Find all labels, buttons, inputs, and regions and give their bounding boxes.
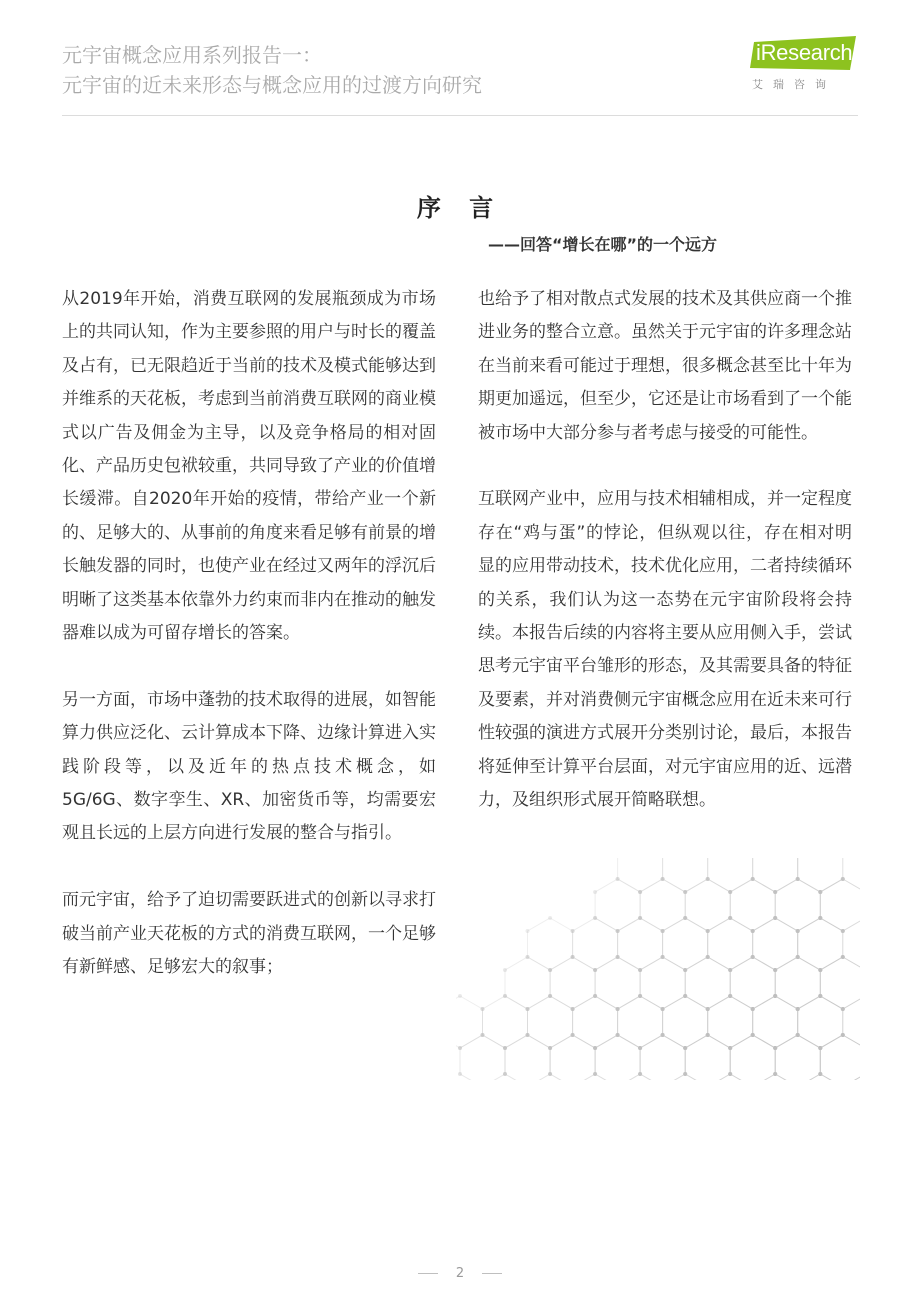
hexagon-cell: [640, 1035, 685, 1080]
page-number: [0, 1266, 920, 1281]
hexagon-node: [458, 1046, 462, 1050]
hexagon-cell: [708, 858, 753, 892]
hexagon-cell: [550, 957, 595, 1009]
report-title-line-2: 元宇宙的近未来形态与概念应用的过渡方向研究: [62, 73, 482, 97]
hexagon-node: [593, 968, 597, 972]
hexagon-node: [773, 916, 777, 920]
hexagon-cell: [708, 918, 753, 970]
hexagon-node: [751, 877, 755, 881]
iresearch-logo: [748, 36, 860, 92]
logo-i-letter: i: [756, 40, 761, 65]
report-title-line-1: 元宇宙概念应用系列报告一：: [62, 43, 322, 67]
hexagon-cell: [775, 1035, 820, 1080]
hexagon-cell: [685, 957, 730, 1009]
hexagon-cell: [640, 957, 685, 1009]
hexagon-node: [571, 1007, 575, 1011]
hexagon-node: [548, 968, 552, 972]
hexagon-node: [751, 1033, 755, 1037]
hexagon-node: [616, 1033, 620, 1037]
logo-wordmark: Research: [760, 40, 853, 65]
hexagon-cell: [663, 996, 708, 1048]
hexagon-node: [593, 916, 597, 920]
hexagon-node: [526, 1007, 530, 1011]
hexagon-cell: [573, 918, 618, 970]
paragraph: 从2019年开始，消费互联网的发展瓶颈成为市场上的共同认知，作为主要参照的用户与时长的覆盖及占有，已无限趋近于当前的技术及模式能够达到并维系的天花板，考虑到当前消费互联网的商业模式以广告及佣金为主导，以及竞争格局的相对固化、产品历史包袱较重，共同导致了产业的价值增长缓滞。自2020年开始的疫情，带给产业一个新的、足够大的、从事前的角度来看足够有前景的增长触发器的同时，也使产业在经过又两年的浮沉后明晰了这类基本依靠外力约束而非内在推动的触发器难以成为可留存增长的答案。: [62, 289, 436, 644]
hexagon-node: [706, 955, 710, 959]
hexagon-node: [751, 955, 755, 959]
left-text-column: [62, 283, 436, 1018]
page-number-value: 2: [455, 1266, 465, 1281]
hexagon-cell: [730, 1035, 775, 1080]
hexagon-node: [728, 1072, 732, 1076]
hexagon-node: [818, 968, 822, 972]
hexagon-cell: [820, 879, 860, 931]
hexagon-node: [728, 968, 732, 972]
hexagon-node: [751, 929, 755, 933]
hexagon-cell: [798, 918, 843, 970]
hexagon-node: [728, 890, 732, 894]
hexagon-node: [571, 1033, 575, 1037]
paragraph: 另一方面，市场中蓬勃的技术取得的进展，如智能算力供应泛化、云计算成本下降、边缘计算进入实践阶段等，以及近年的热点技术概念，如5G/6G、数字孪生、XR、加密货币等，均需要宏观且长远的上层方向进行发展的整合与指引。: [62, 689, 436, 844]
hexagon-node: [503, 1072, 507, 1076]
hexagon-node: [706, 877, 710, 881]
paragraph: 也给予了相对散点式发展的技术及其供应商一个推进业务的整合立意。虽然关于元宇宙的许多理念站在当前来看可能过于理想，很多概念甚至比十年为期更加遥远，但至少，它还是让市场看到了一个能被市场中大部分参与者考虑与接受的可能性。: [478, 289, 852, 443]
hexagon-cell: [595, 957, 640, 1009]
hexagon-node: [548, 1072, 552, 1076]
hexagon-node: [706, 1007, 710, 1011]
hexagon-node: [683, 994, 687, 998]
paragraph: 互联网产业中，应用与技术相辅相成，并一定程度存在“鸡与蛋”的悖论，但纵观以往，存在相对明显的应用带动技术，技术优化应用，二者持续循环的关系，我们认为这一态势在元宇宙阶段将会持续。本报告后续的内容将主要从应用侧入手，尝试思考元宇宙平台雏形的形态，及其需要具备的特征及要素，并对消费侧元宇宙概念应用在近未来可行性较强的演进方式展开分类别讨论，最后，本报告将延伸至计算平台层面，对元宇宙应用的近、远潜力，及组织形式展开简略联想。: [478, 489, 852, 811]
hexagon-cell: [798, 996, 843, 1048]
hexagon-node: [841, 1033, 845, 1037]
hexagon-cell: [663, 918, 708, 970]
hexagon-node: [661, 1007, 665, 1011]
paragraph: 而元宇宙，给予了迫切需要跃进式的创新以寻求打破当前产业天花板的方式的消费互联网，一个足够有新鲜感、足够宏大的叙事；: [62, 890, 436, 978]
hexagon-cell: [708, 996, 753, 1048]
hexagon-cell: [730, 957, 775, 1009]
preface-subtitle: ——回答“增长在哪”的一个远方: [488, 235, 718, 254]
hexagon-node: [841, 955, 845, 959]
hexagon-node: [661, 955, 665, 959]
hexagon-cell: [753, 918, 798, 970]
hexagon-node: [796, 877, 800, 881]
hexagon-cell: [456, 996, 483, 1048]
hexagon-cell: [775, 879, 820, 931]
hexagon-node: [638, 1072, 642, 1076]
page-number-dash-right: [482, 1273, 502, 1274]
hexagon-node: [796, 1033, 800, 1037]
hexagon-node: [683, 968, 687, 972]
hexagon-cell: [685, 1035, 730, 1080]
hexagon-cell: [618, 918, 663, 970]
hexagon-cell: [640, 879, 685, 931]
hexagon-cell: [798, 858, 843, 892]
hexagon-node: [548, 916, 552, 920]
hexagon-cell: [595, 879, 640, 931]
hexagon-node: [481, 1033, 485, 1037]
report-series-title: [62, 40, 482, 100]
hexagon-node: [616, 929, 620, 933]
hexagon-cell: [618, 996, 663, 1048]
hexagon-node: [773, 968, 777, 972]
hexagon-node: [616, 1007, 620, 1011]
hexagon-node: [661, 1033, 665, 1037]
hexagon-node: [841, 877, 845, 881]
hexagon-node: [661, 929, 665, 933]
hexagon-node: [818, 994, 822, 998]
hexagon-cell: [505, 957, 550, 1009]
hexagon-node: [526, 1033, 530, 1037]
hexagon-node: [751, 1007, 755, 1011]
hexagon-cell: [618, 858, 663, 892]
hexagon-network-decoration: [456, 858, 860, 1080]
hexagon-node: [638, 916, 642, 920]
hexagon-cell: [528, 996, 573, 1048]
hexagon-node: [706, 929, 710, 933]
hexagon-node: [683, 1046, 687, 1050]
hexagon-cell: [505, 1035, 550, 1080]
hexagon-node: [638, 968, 642, 972]
hexagon-node: [773, 994, 777, 998]
hexagon-node: [571, 929, 575, 933]
hexagon-node: [526, 929, 530, 933]
hexagon-cell: [550, 1035, 595, 1080]
hexagon-node: [638, 890, 642, 894]
hexagon-node: [458, 994, 462, 998]
hexagon-node: [818, 1072, 822, 1076]
hexagon-node: [661, 877, 665, 881]
hexagon-node: [728, 916, 732, 920]
hexagon-node: [638, 1046, 642, 1050]
hexagon-node: [548, 994, 552, 998]
hexagon-node: [841, 1007, 845, 1011]
hexagon-node: [616, 955, 620, 959]
right-text-column: [478, 283, 852, 851]
hexagon-cell: [753, 858, 798, 892]
hexagon-node: [683, 890, 687, 894]
logo-subtitle: 艾瑞咨询: [752, 78, 836, 91]
hexagon-cell: [685, 879, 730, 931]
hexagon-node: [526, 955, 530, 959]
hexagon-node: [706, 1033, 710, 1037]
hexagon-node: [458, 1072, 462, 1076]
hexagon-cell: [820, 1035, 860, 1080]
hexagon-node: [773, 1072, 777, 1076]
hexagon-cell: [730, 879, 775, 931]
hexagon-node: [548, 1046, 552, 1050]
hexagon-node: [773, 890, 777, 894]
hexagon-node: [571, 955, 575, 959]
hexagon-node: [593, 994, 597, 998]
hexagon-cell: [460, 1035, 505, 1080]
hexagon-node: [796, 1007, 800, 1011]
hexagon-cell: [573, 996, 618, 1048]
hexagon-node: [796, 929, 800, 933]
hexagon-node: [728, 1046, 732, 1050]
hexagon-node: [841, 929, 845, 933]
hexagon-node: [796, 955, 800, 959]
hexagon-node: [818, 916, 822, 920]
page-number-dash-left: [418, 1273, 438, 1274]
hexagon-cell: [595, 1035, 640, 1080]
hexagon-cell: [528, 918, 573, 970]
hexagon-node: [593, 1072, 597, 1076]
hexagon-node: [481, 1007, 485, 1011]
hexagon-node: [616, 877, 620, 881]
hexagon-cell: [775, 957, 820, 1009]
hexagon-cell: [820, 957, 860, 1009]
hexagon-node: [593, 1046, 597, 1050]
hexagon-node: [728, 994, 732, 998]
hexagon-node: [773, 1046, 777, 1050]
hexagon-node: [503, 1046, 507, 1050]
hexagon-cell: [753, 996, 798, 1048]
hexagon-node: [683, 916, 687, 920]
hexagon-node: [593, 890, 597, 894]
hexagon-node: [503, 968, 507, 972]
hexagon-node: [818, 1046, 822, 1050]
hexagon-cell: [663, 858, 708, 892]
hexagon-node: [683, 1072, 687, 1076]
hexagon-node: [638, 994, 642, 998]
hexagon-node: [818, 890, 822, 894]
hexagon-node: [503, 994, 507, 998]
header-divider: [62, 115, 858, 116]
hexagon-cell: [483, 996, 528, 1048]
preface-title: 序 言: [416, 194, 504, 222]
